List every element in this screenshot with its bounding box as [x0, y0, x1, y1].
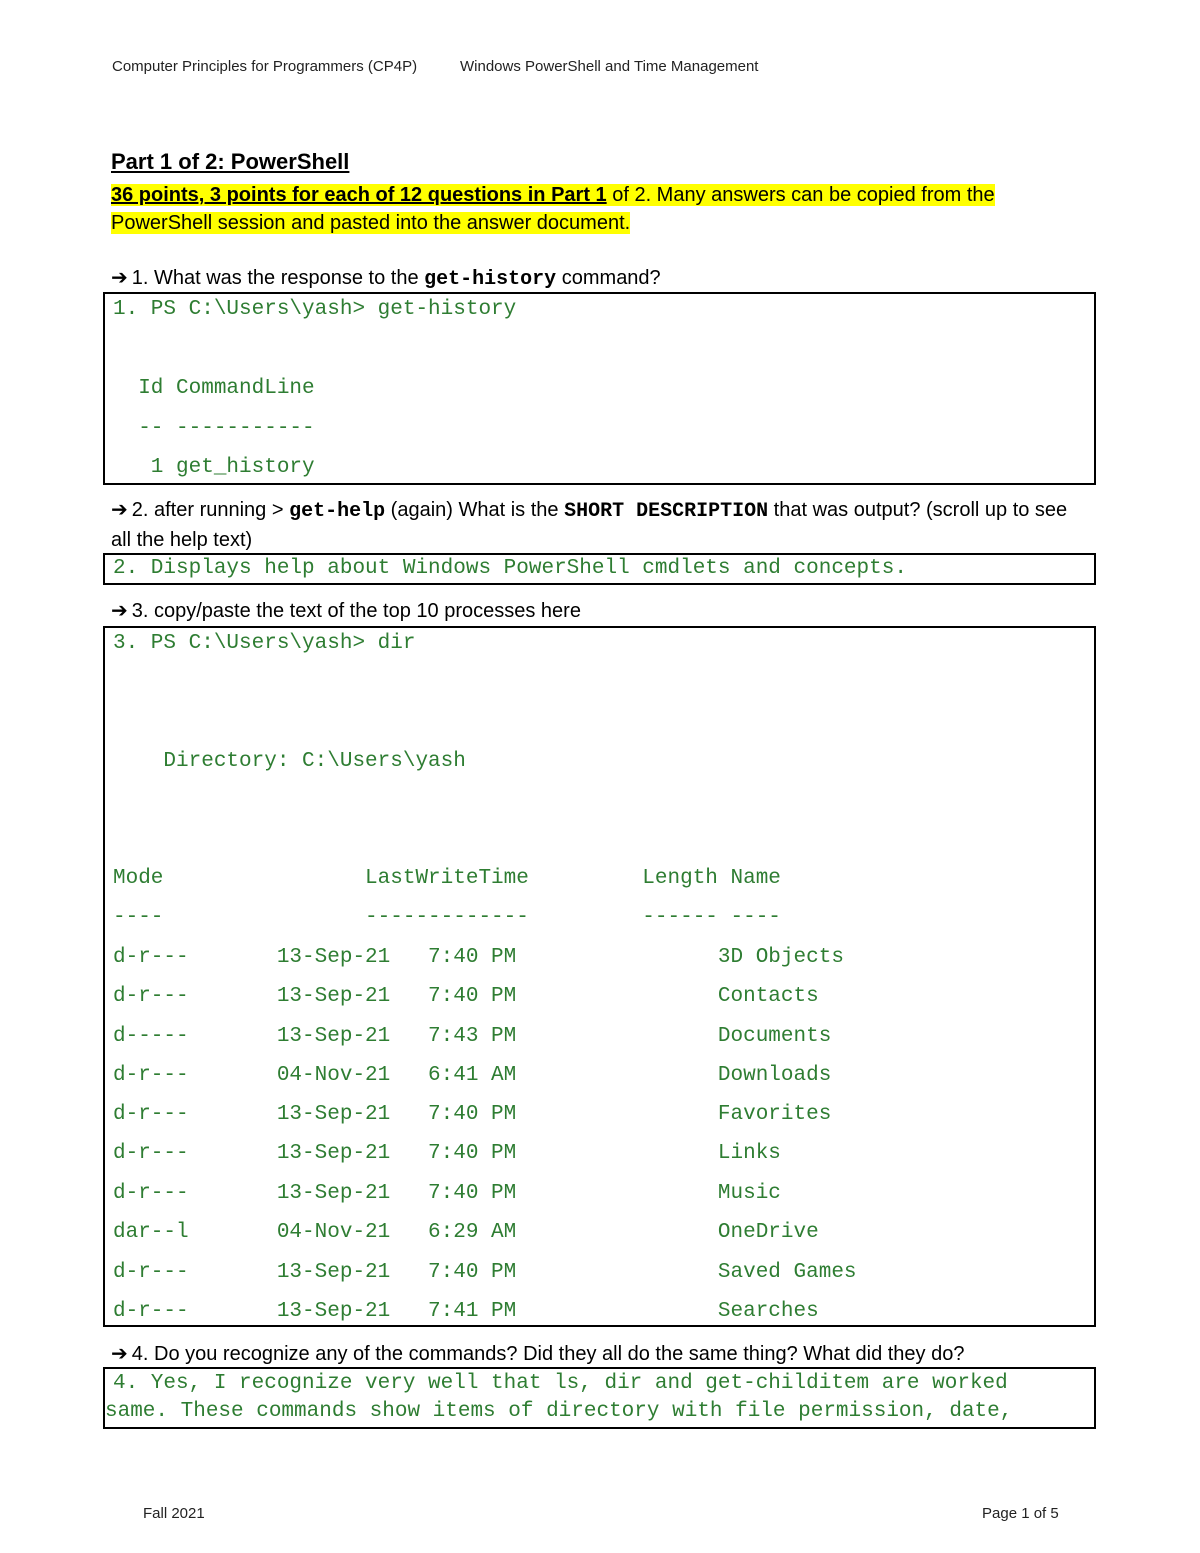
q1-text-post: command? — [556, 267, 661, 289]
table-row: d-r--- 13-Sep-21 7:40 PM Music — [113, 1182, 781, 1205]
arrow-icon: ➔ — [111, 1343, 128, 1365]
table-row: d-r--- 13-Sep-21 7:40 PM Contacts — [113, 985, 819, 1008]
q3-prompt: 3. PS C:\Users\yash> dir — [113, 632, 416, 655]
q3-column-header: Mode LastWriteTime Length Name — [113, 867, 781, 890]
arrow-icon: ➔ — [111, 499, 128, 521]
arrow-icon: ➔ — [111, 267, 128, 289]
header-course: Computer Principles for Programmers (CP4P) — [112, 58, 418, 75]
q1-answer-line: Id CommandLine — [113, 377, 315, 400]
intro-paragraph — [111, 181, 1071, 237]
answer-box-4[interactable] — [103, 1367, 1096, 1429]
q2-text-pre: 2. after running > — [131, 499, 290, 521]
intro-points: 36 points, 3 points for each of 12 questions in Part 1 — [111, 184, 607, 206]
q4-text: 4. Do you recognize any of the commands? Did they all do the same thing? What did they do? — [131, 1343, 965, 1365]
table-row: d-r--- 04-Nov-21 6:41 AM Downloads — [113, 1064, 832, 1087]
q3-text: 3. copy/paste the text of the top 10 processes here — [131, 600, 581, 622]
footer-term: Fall 2021 — [143, 1505, 205, 1522]
answer-box-3[interactable] — [103, 626, 1096, 1327]
arrow-icon: ➔ — [111, 600, 128, 622]
q1-answer-line: 1 get_history — [113, 456, 315, 479]
table-row: d-r--- 13-Sep-21 7:40 PM Favorites — [113, 1103, 832, 1126]
footer-page-number: Page 1 of 5 — [982, 1505, 1059, 1522]
question-4 — [111, 1340, 1091, 1369]
q1-code: get-history — [424, 268, 557, 291]
question-1 — [111, 264, 1091, 294]
q2-text-mid: (again) What is the — [385, 499, 565, 521]
q3-directory: Directory: C:\Users\yash — [113, 750, 466, 773]
q2-code: get-help — [289, 500, 386, 523]
table-row: d-r--- 13-Sep-21 7:40 PM 3D Objects — [113, 946, 844, 969]
q4-answer-line: same. These commands show items of directory with file permission, date, — [105, 1400, 1013, 1423]
intro-rest: of 2. Many answers can be copied from the PowerShell session and pasted into the answer document. — [111, 184, 995, 234]
q3-column-rule: ---- ------------- ------ ---- — [113, 906, 781, 929]
q1-answer-line: -- ----------- — [113, 417, 315, 440]
header-topic: Windows PowerShell and Time Management — [460, 58, 759, 75]
q2-text-post: that was output? (scroll up to see all the help text) — [111, 499, 1068, 551]
question-3 — [111, 597, 1091, 626]
q1-answer-line: 1. PS C:\Users\yash> get-history — [113, 298, 517, 321]
table-row: d-r--- 13-Sep-21 7:40 PM Links — [113, 1142, 781, 1165]
q2-answer: 2. Displays help about Windows PowerShell cmdlets and concepts. — [113, 557, 907, 580]
q2-code-2: SHORT DESCRIPTION — [564, 500, 769, 523]
question-2 — [111, 496, 1091, 555]
table-row: d-r--- 13-Sep-21 7:40 PM Saved Games — [113, 1261, 857, 1284]
answer-box-2[interactable] — [103, 553, 1096, 585]
table-row: d-r--- 13-Sep-21 7:41 PM Searches — [113, 1300, 819, 1323]
table-row: dar--l 04-Nov-21 6:29 AM OneDrive — [113, 1221, 819, 1244]
table-row: d----- 13-Sep-21 7:43 PM Documents — [113, 1025, 832, 1048]
part-title: Part 1 of 2: PowerShell — [111, 149, 350, 174]
answer-box-1[interactable] — [103, 292, 1096, 485]
q4-answer-line: 4. Yes, I recognize very well that ls, dir and get-childitem are worked — [113, 1372, 1008, 1395]
q1-text-pre: 1. What was the response to the — [131, 267, 425, 289]
